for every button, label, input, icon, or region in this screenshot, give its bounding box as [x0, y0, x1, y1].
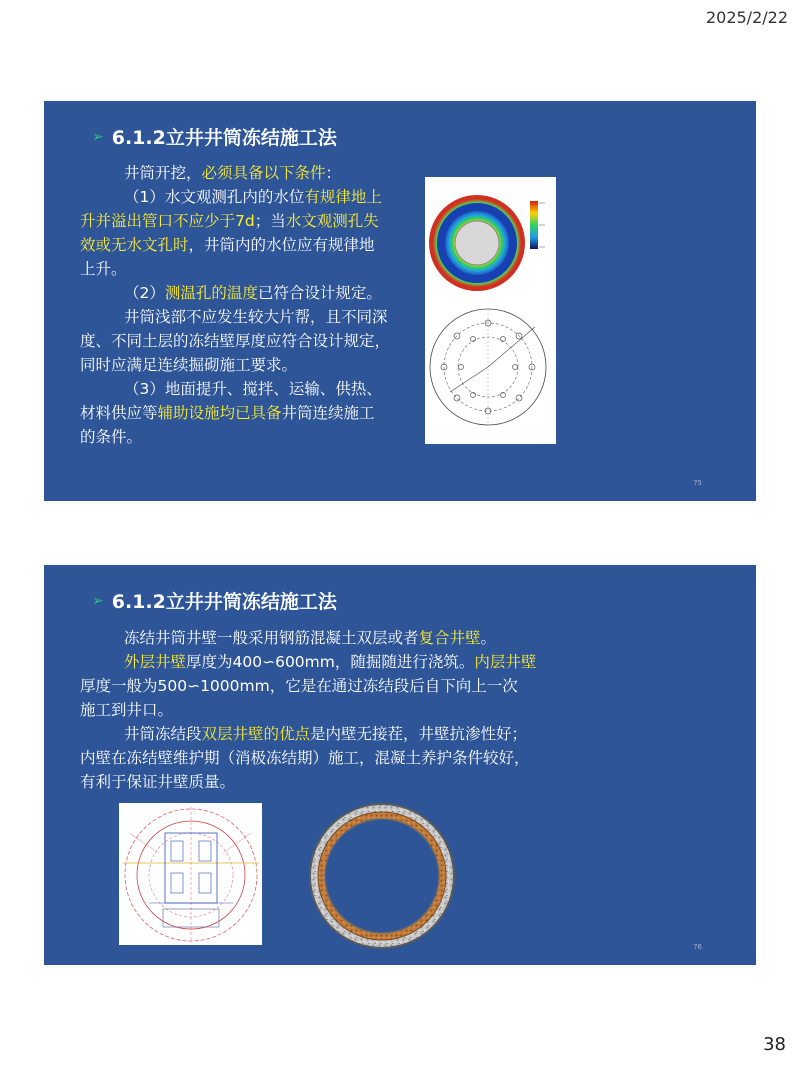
highlighted-text: 外层井壁 — [124, 653, 187, 671]
text-line — [80, 770, 536, 794]
text-line — [80, 698, 536, 722]
text-line — [80, 305, 390, 329]
slide-number: 75 — [693, 479, 702, 487]
highlighted-text: 必须具备以下条件 — [201, 164, 326, 182]
text-segment: ： — [325, 164, 342, 182]
highlighted-text: 辅助设施均已具备 — [157, 404, 282, 422]
text-segment: 厚度一般为500∽1000mm，它是在通过冻结段后自下向上一次 — [80, 677, 518, 695]
slide-body-text — [80, 161, 390, 449]
text-segment: 度、不同土层的冻结壁厚度应符合设计规定， — [80, 332, 391, 350]
text-line — [80, 209, 390, 233]
text-segment: （1）水文观测孔内的水位 — [124, 188, 305, 206]
text-segment: 施工到井口。 — [80, 701, 174, 719]
text-line — [80, 650, 536, 674]
text-segment: （3）地面提升、搅拌、运输、供热、 — [124, 380, 382, 398]
slide-75 — [44, 101, 756, 501]
text-segment: 井筒开挖， — [124, 164, 202, 182]
text-line — [80, 674, 536, 698]
arrow-bullet-icon: ➢ — [92, 128, 104, 145]
text-segment: 井筒冻结段 — [124, 725, 202, 743]
slide-title-text: 6.1.2立井井筒冻结施工法 — [111, 127, 337, 149]
text-line — [80, 353, 390, 377]
text-segment: 冻结井筒井壁一般采用钢筋混凝土双层或者 — [124, 629, 419, 647]
text-segment: 井筒浅部不应发生较大片帮，且不同深 — [124, 308, 388, 326]
text-segment: （2） — [124, 284, 165, 302]
text-line — [80, 746, 536, 770]
text-line — [80, 185, 390, 209]
freezing-temperature-contour-figure — [425, 177, 556, 444]
highlighted-text: 复合井壁 — [418, 629, 481, 647]
text-segment: ，井筒内的水位应有规律地 — [188, 236, 375, 254]
text-line — [80, 626, 536, 650]
text-segment: 有利于保证井壁质量。 — [80, 773, 236, 791]
text-segment: 内壁在冻结壁维护期（消极冻结期）施工，混凝土养护条件较好， — [80, 749, 530, 767]
slide-title-text: 6.1.2立井井筒冻结施工法 — [111, 591, 337, 613]
page-number: 38 — [763, 1034, 786, 1055]
text-line — [80, 425, 390, 449]
text-segment: 厚度为400∽600mm，随掘随进行浇筑。 — [186, 653, 475, 671]
slide-number: 76 — [693, 943, 702, 951]
text-line — [80, 281, 390, 305]
text-segment: ；当 — [254, 212, 286, 230]
text-line — [80, 377, 390, 401]
highlighted-text: 效或无水文孔时 — [80, 236, 189, 254]
text-segment: 材料供应等 — [80, 404, 158, 422]
double-layer-shaft-wall-cross-section — [300, 794, 464, 958]
text-line — [80, 401, 390, 425]
slide-title — [92, 123, 337, 150]
text-segment: 井筒连续施工 — [281, 404, 375, 422]
highlighted-text: 内层井壁 — [474, 653, 537, 671]
slide-title — [92, 587, 337, 614]
text-segment: 是内壁无接茬，井壁抗渗性好； — [310, 725, 528, 743]
highlighted-text: 水文观测孔失 — [285, 212, 379, 230]
print-date: 2025/2/22 — [705, 8, 788, 27]
shaft-wall-drawing — [119, 803, 262, 945]
text-line — [80, 257, 390, 281]
slide-body-text — [80, 626, 536, 794]
text-segment: 的条件。 — [80, 428, 143, 446]
text-segment: 已符合设计规定。 — [257, 284, 382, 302]
highlighted-text: 双层井壁的优点 — [201, 725, 311, 743]
arrow-bullet-icon: ➢ — [92, 592, 104, 609]
text-line — [80, 722, 536, 746]
text-segment: 同时应满足连续掘砌施工要求。 — [80, 356, 298, 374]
highlighted-text: 测温孔的温度 — [164, 284, 258, 302]
shaft-wall-cad-drawing — [119, 803, 262, 945]
highlighted-text: 有规律地上 — [304, 188, 382, 206]
freezing-figure-panel — [425, 177, 556, 444]
slide-76 — [44, 565, 756, 965]
text-segment: 。 — [480, 629, 497, 647]
highlighted-text: 升并溢出管口不应少于7d — [80, 212, 255, 230]
text-line — [80, 233, 390, 257]
text-segment: 上升。 — [80, 260, 127, 278]
text-line — [80, 161, 390, 185]
text-line — [80, 329, 390, 353]
